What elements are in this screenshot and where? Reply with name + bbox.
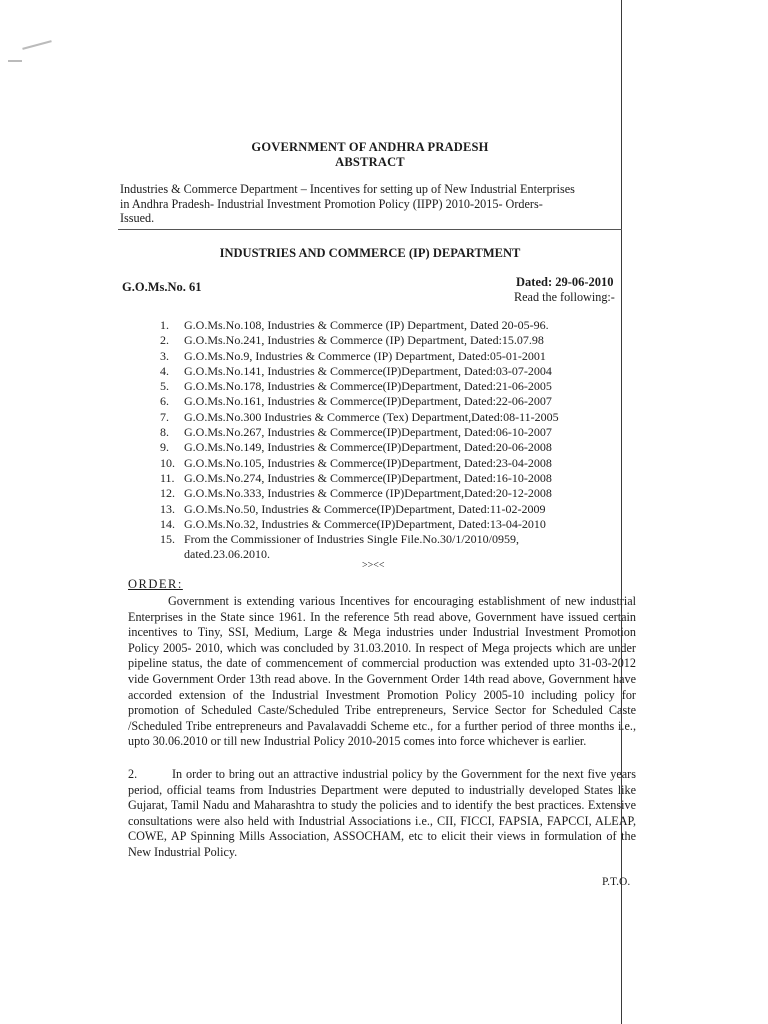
- abstract-heading: ABSTRACT: [335, 155, 405, 169]
- department-heading: INDUSTRIES AND COMMERCE (IP) DEPARTMENT: [219, 246, 521, 260]
- reference-item: 12. G.O.Ms.No.333, Industries & Commerce (IP)Department,Dated:20-12-2008: [160, 486, 552, 501]
- order-heading: ORDER:: [128, 577, 183, 591]
- reference-item: 3. G.O.Ms.No.9, Industries & Commerce (IP) Department, Dated:05-01-2001: [160, 348, 546, 363]
- reference-item: 9. G.O.Ms.No.149, Industries & Commerce(IP)Department, Dated:20-06-2008: [160, 440, 552, 455]
- reference-item: 2. G.O.Ms.No.241, Industries & Commerce (IP) Department, Dated:15.07.98: [160, 333, 544, 348]
- order-paragraph-2: [128, 767, 636, 861]
- separator-mark: >><<: [362, 560, 385, 571]
- government-heading: GOVERNMENT OF ANDHRA PRADESH: [251, 140, 489, 154]
- reference-item: 6. G.O.Ms.No.161, Industries & Commerce(IP)Department, Dated:22-06-2007: [160, 394, 552, 409]
- subject-text: Industries & Commerce Department – Incentives for setting up of New Industrial Enterprises in Andhra Pradesh- Industrial Investment Promotion Policy (IIPP) 2010-2015- Orders- Issued.: [120, 182, 575, 225]
- scan-mark: [8, 60, 22, 62]
- reference-item: 8. G.O.Ms.No.267, Industries & Commerce(IP)Department, Dated:06-10-2007: [160, 425, 552, 440]
- reference-item: 11. G.O.Ms.No.274, Industries & Commerce(IP)Department, Dated:16-10-2008: [160, 470, 552, 485]
- reference-item: 4. G.O.Ms.No.141, Industries & Commerce(IP)Department, Dated:03-07-2004: [160, 363, 552, 378]
- order-number: G.O.Ms.No. 61: [122, 280, 202, 294]
- reference-item: 15. From the Commissioner of Industries Single File.No.30/1/2010/0959,: [160, 532, 519, 547]
- order-paragraph-1: Government is extending various Incentives for encouraging establishment of new industrial Enterprises in the State since 1961. In the reference 5th read above, Government have issued certain incentives to Tiny, SSI, Medium, Large & Mega industries under Industrial Investment Promotion Policy 2005- 2010, which was concluded by 31.03.2010. In respect of Mega projects which are under pipeline status, the date of commencement of commercial production was extended upto 31-03-2012 vide Government Order 13th read above. In the Government Order 14th read above, Government have accorded extension of the Industrial Investment Promotion Policy 2005-10 including policy for promotion of Scheduled Caste/Scheduled Tribe entrepreneurs, Service Sector for Scheduled Caste /Scheduled Tribe entrepreneurs and Pavalavaddi Scheme etc., for a further period of three months i.e., upto 30.06.2010 or till new Industrial Policy 2010-2015 comes into force whichever is earlier.: [128, 594, 636, 749]
- reference-item: 13. G.O.Ms.No.50, Industries & Commerce(IP)Department, Dated:11-02-2009: [160, 501, 546, 516]
- reference-item-continuation: dated.23.06.2010.: [184, 547, 270, 562]
- paragraph-2-text: In order to bring out an attractive industrial policy by the Government for the next five years period, official teams from Industries Department were deputed to industrially developed States like Gujarat, Tamil Nadu and Maharashtra to study the policies and to identify the best practices. Extensive consultations were also held with Industrial Associations i.e., CII, FICCI, FAPSIA, FAPCCI, ALEAP, COWE, AP Spinning Mills Association, ASSOCHAM, etc to elicit their views in formulation of the New Industrial Policy.: [128, 767, 636, 859]
- paragraph-number: 2.: [128, 767, 138, 781]
- pto-marker: P.T.O.: [602, 876, 631, 888]
- reference-item: 5. G.O.Ms.No.178, Industries & Commerce(IP)Department, Dated:21-06-2005: [160, 379, 552, 394]
- read-following: Read the following:-: [514, 290, 615, 304]
- subject-underline: [118, 229, 622, 230]
- scan-mark: [22, 40, 51, 50]
- reference-item: 7. G.O.Ms.No.300 Industries & Commerce (Tex) Department,Dated:08-11-2005: [160, 409, 559, 424]
- reference-item: 10. G.O.Ms.No.105, Industries & Commerce(IP)Department, Dated:23-04-2008: [160, 455, 552, 470]
- order-date: Dated: 29-06-2010: [516, 275, 614, 289]
- reference-item: 14. G.O.Ms.No.32, Industries & Commerce(IP)Department, Dated:13-04-2010: [160, 516, 546, 531]
- reference-list: [160, 318, 630, 563]
- reference-item: 1. G.O.Ms.No.108, Industries & Commerce (IP) Department, Dated 20-05-96.: [160, 318, 549, 332]
